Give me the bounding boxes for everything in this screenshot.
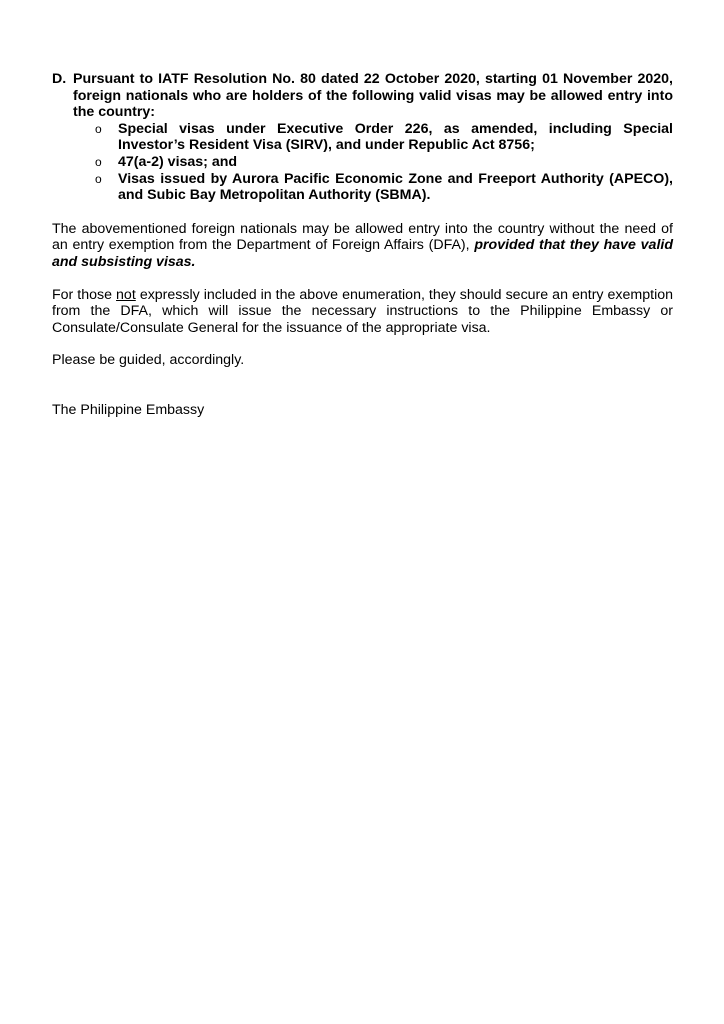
bullet-icon: o [95, 171, 102, 186]
bullet-icon: o [95, 154, 102, 169]
exemption-paragraph [52, 287, 673, 337]
visa-list-item-text: Special visas under Executive Order 226, as amended, including Special Investor’s Resident Visa (SIRV), and under Republic Act 8756; [118, 120, 673, 154]
visa-list-item [73, 154, 673, 171]
guidance-paragraph: Please be guided, accordingly. [52, 352, 245, 369]
item-d [52, 71, 673, 204]
bullet-icon: o [95, 121, 102, 136]
document-page [52, 71, 673, 419]
item-d-content [73, 71, 673, 204]
visa-list-item-text: 47(a-2) visas; and [118, 153, 238, 170]
entry-paragraph-text: The abovementioned foreign nationals may be allowed entry into the country without the need of an entry exemption from the Department of Foreign Affairs (DFA), [52, 220, 673, 254]
visa-list-item [73, 171, 673, 204]
item-d-text: Pursuant to IATF Resolution No. 80 dated 22 October 2020, starting 01 November 2020, foreign nationals who are holders of the following valid visas may be allowed entry into the country: [73, 71, 673, 121]
visa-list [73, 121, 673, 204]
exemption-paragraph-before: For those [52, 286, 113, 303]
visa-list-item-text: Visas issued by Aurora Pacific Economic Zone and Freeport Authority (APECO), and Subic Bay Metropolitan Authority (SBMA). [118, 170, 673, 204]
entry-paragraph [52, 221, 673, 271]
exemption-paragraph-underlined: not [116, 286, 136, 303]
exemption-paragraph-after: expressly included in the above enumeration, they should secure an entry exemption from the DFA, which will issue the necessary instructions to the Philippine Embassy or Consulate/Consulate General for the issuance of the appropriate visa. [52, 286, 673, 336]
signature: The Philippine Embassy [52, 401, 205, 418]
visa-list-item [73, 121, 673, 154]
entry-paragraph-emphasis: provided that they have valid and subsisting visas. [52, 237, 673, 270]
item-d-marker: D. [52, 71, 67, 87]
